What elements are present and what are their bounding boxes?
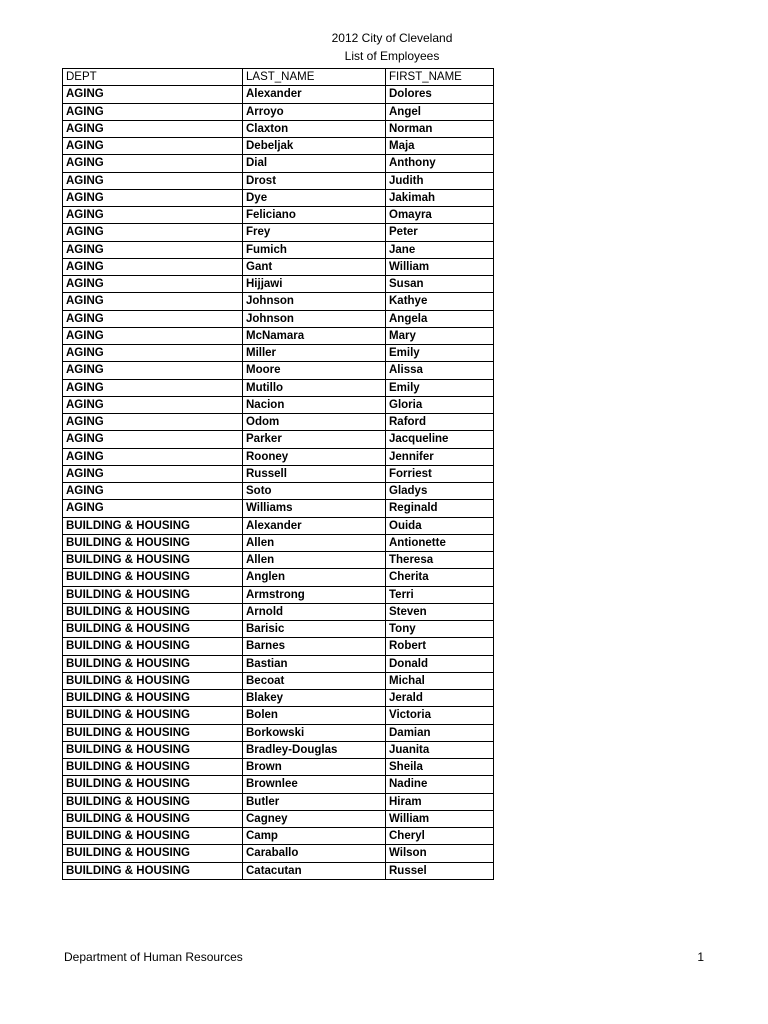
- cell-last-name: Anglen: [243, 569, 386, 586]
- cell-first-name: William: [386, 810, 494, 827]
- table-row: [63, 172, 494, 189]
- cell-dept: BUILDING & HOUSING: [63, 672, 243, 689]
- cell-first-name: Victoria: [386, 707, 494, 724]
- table-row: [63, 86, 494, 103]
- table-row: [63, 189, 494, 206]
- footer-department: Department of Human Resources: [64, 950, 243, 964]
- cell-first-name: Michal: [386, 672, 494, 689]
- cell-first-name: Terri: [386, 586, 494, 603]
- cell-dept: AGING: [63, 327, 243, 344]
- cell-dept: BUILDING & HOUSING: [63, 828, 243, 845]
- table-row: [63, 638, 494, 655]
- cell-first-name: Jerald: [386, 690, 494, 707]
- cell-last-name: Bastian: [243, 655, 386, 672]
- cell-dept: AGING: [63, 103, 243, 120]
- cell-last-name: Allen: [243, 534, 386, 551]
- cell-last-name: Allen: [243, 552, 386, 569]
- table-row: [63, 414, 494, 431]
- cell-last-name: Borkowski: [243, 724, 386, 741]
- table-row: [63, 396, 494, 413]
- cell-first-name: Cherita: [386, 569, 494, 586]
- cell-first-name: Emily: [386, 345, 494, 362]
- cell-last-name: Gant: [243, 258, 386, 275]
- cell-dept: BUILDING & HOUSING: [63, 810, 243, 827]
- cell-last-name: Barnes: [243, 638, 386, 655]
- cell-last-name: Barisic: [243, 621, 386, 638]
- table-row: [63, 828, 494, 845]
- cell-dept: BUILDING & HOUSING: [63, 862, 243, 879]
- cell-last-name: Arnold: [243, 603, 386, 620]
- cell-first-name: Sheila: [386, 759, 494, 776]
- cell-first-name: Forriest: [386, 465, 494, 482]
- cell-dept: AGING: [63, 362, 243, 379]
- table-row: [63, 207, 494, 224]
- cell-last-name: Hijjawi: [243, 276, 386, 293]
- cell-first-name: Gloria: [386, 396, 494, 413]
- page-number: 1: [697, 950, 704, 964]
- table-row: [63, 845, 494, 862]
- table-header-row: [63, 69, 494, 86]
- cell-last-name: Claxton: [243, 120, 386, 137]
- table-row: [63, 120, 494, 137]
- table-row: [63, 345, 494, 362]
- cell-first-name: Susan: [386, 276, 494, 293]
- table-row: [63, 379, 494, 396]
- employee-table: [62, 68, 494, 880]
- cell-last-name: Williams: [243, 500, 386, 517]
- cell-last-name: Armstrong: [243, 586, 386, 603]
- cell-last-name: Alexander: [243, 517, 386, 534]
- cell-dept: BUILDING & HOUSING: [63, 776, 243, 793]
- cell-dept: AGING: [63, 448, 243, 465]
- cell-first-name: Peter: [386, 224, 494, 241]
- cell-first-name: Hiram: [386, 793, 494, 810]
- cell-first-name: Omayra: [386, 207, 494, 224]
- table-row: [63, 552, 494, 569]
- cell-last-name: Parker: [243, 431, 386, 448]
- cell-last-name: Feliciano: [243, 207, 386, 224]
- cell-dept: BUILDING & HOUSING: [63, 793, 243, 810]
- cell-dept: AGING: [63, 414, 243, 431]
- cell-dept: AGING: [63, 276, 243, 293]
- cell-dept: BUILDING & HOUSING: [63, 724, 243, 741]
- table-row: [63, 569, 494, 586]
- table-row: [63, 483, 494, 500]
- cell-dept: BUILDING & HOUSING: [63, 552, 243, 569]
- cell-first-name: Theresa: [386, 552, 494, 569]
- cell-dept: BUILDING & HOUSING: [63, 845, 243, 862]
- cell-first-name: Angel: [386, 103, 494, 120]
- table-row: [63, 534, 494, 551]
- table-row: [63, 586, 494, 603]
- cell-last-name: Fumich: [243, 241, 386, 258]
- cell-last-name: Drost: [243, 172, 386, 189]
- cell-first-name: Antionette: [386, 534, 494, 551]
- cell-first-name: Maja: [386, 138, 494, 155]
- table-row: [63, 362, 494, 379]
- cell-last-name: Johnson: [243, 310, 386, 327]
- table-row: [63, 776, 494, 793]
- cell-dept: AGING: [63, 465, 243, 482]
- cell-dept: AGING: [63, 500, 243, 517]
- cell-first-name: Steven: [386, 603, 494, 620]
- cell-first-name: Russel: [386, 862, 494, 879]
- table-row: [63, 224, 494, 241]
- cell-last-name: McNamara: [243, 327, 386, 344]
- cell-dept: AGING: [63, 345, 243, 362]
- cell-last-name: Dial: [243, 155, 386, 172]
- table-row: [63, 810, 494, 827]
- cell-dept: AGING: [63, 396, 243, 413]
- document-subtitle: List of Employees: [344, 49, 440, 63]
- cell-last-name: Dye: [243, 189, 386, 206]
- cell-dept: BUILDING & HOUSING: [63, 517, 243, 534]
- cell-first-name: Ouida: [386, 517, 494, 534]
- table-row: [63, 258, 494, 275]
- table-row: [63, 672, 494, 689]
- cell-last-name: Brown: [243, 759, 386, 776]
- table-row: [63, 155, 494, 172]
- cell-first-name: Tony: [386, 621, 494, 638]
- cell-last-name: Johnson: [243, 293, 386, 310]
- table-row: [63, 517, 494, 534]
- table-row: [63, 621, 494, 638]
- cell-first-name: Anthony: [386, 155, 494, 172]
- cell-last-name: Mutillo: [243, 379, 386, 396]
- cell-last-name: Nacion: [243, 396, 386, 413]
- table-row: [63, 759, 494, 776]
- cell-last-name: Bolen: [243, 707, 386, 724]
- cell-first-name: Dolores: [386, 86, 494, 103]
- cell-dept: AGING: [63, 120, 243, 137]
- cell-dept: BUILDING & HOUSING: [63, 603, 243, 620]
- cell-last-name: Moore: [243, 362, 386, 379]
- cell-last-name: Odom: [243, 414, 386, 431]
- cell-dept: BUILDING & HOUSING: [63, 707, 243, 724]
- table-row: [63, 448, 494, 465]
- cell-first-name: Raford: [386, 414, 494, 431]
- cell-dept: AGING: [63, 86, 243, 103]
- cell-first-name: Alissa: [386, 362, 494, 379]
- cell-first-name: Angela: [386, 310, 494, 327]
- employee-table-body: [63, 86, 494, 880]
- cell-first-name: Damian: [386, 724, 494, 741]
- table-row: [63, 707, 494, 724]
- cell-dept: AGING: [63, 293, 243, 310]
- table-row: [63, 310, 494, 327]
- table-row: [63, 690, 494, 707]
- cell-first-name: Wilson: [386, 845, 494, 862]
- cell-first-name: Jennifer: [386, 448, 494, 465]
- table-row: [63, 241, 494, 258]
- document-title: 2012 City of Cleveland: [331, 31, 453, 45]
- cell-first-name: Mary: [386, 327, 494, 344]
- cell-dept: AGING: [63, 258, 243, 275]
- cell-dept: AGING: [63, 483, 243, 500]
- cell-first-name: Nadine: [386, 776, 494, 793]
- table-row: [63, 741, 494, 758]
- cell-dept: BUILDING & HOUSING: [63, 655, 243, 672]
- cell-dept: BUILDING & HOUSING: [63, 569, 243, 586]
- cell-dept: BUILDING & HOUSING: [63, 638, 243, 655]
- cell-first-name: William: [386, 258, 494, 275]
- cell-dept: AGING: [63, 310, 243, 327]
- cell-dept: AGING: [63, 138, 243, 155]
- table-row: [63, 138, 494, 155]
- table-row: [63, 724, 494, 741]
- table-row: [63, 500, 494, 517]
- table-row: [63, 655, 494, 672]
- cell-first-name: Kathye: [386, 293, 494, 310]
- cell-first-name: Gladys: [386, 483, 494, 500]
- cell-first-name: Jane: [386, 241, 494, 258]
- cell-first-name: Norman: [386, 120, 494, 137]
- cell-first-name: Reginald: [386, 500, 494, 517]
- cell-first-name: Juanita: [386, 741, 494, 758]
- cell-last-name: Bradley-Douglas: [243, 741, 386, 758]
- cell-dept: BUILDING & HOUSING: [63, 690, 243, 707]
- table-row: [63, 793, 494, 810]
- cell-first-name: Emily: [386, 379, 494, 396]
- table-row: [63, 465, 494, 482]
- cell-dept: AGING: [63, 431, 243, 448]
- cell-first-name: Donald: [386, 655, 494, 672]
- column-header-last-name: LAST_NAME: [243, 69, 386, 86]
- cell-dept: AGING: [63, 207, 243, 224]
- cell-last-name: Arroyo: [243, 103, 386, 120]
- table-row: [63, 103, 494, 120]
- cell-dept: BUILDING & HOUSING: [63, 586, 243, 603]
- cell-last-name: Miller: [243, 345, 386, 362]
- cell-last-name: Soto: [243, 483, 386, 500]
- cell-last-name: Debeljak: [243, 138, 386, 155]
- cell-last-name: Caraballo: [243, 845, 386, 862]
- table-row: [63, 431, 494, 448]
- table-row: [63, 276, 494, 293]
- cell-dept: BUILDING & HOUSING: [63, 621, 243, 638]
- cell-last-name: Brownlee: [243, 776, 386, 793]
- cell-first-name: Cheryl: [386, 828, 494, 845]
- cell-dept: AGING: [63, 155, 243, 172]
- cell-last-name: Rooney: [243, 448, 386, 465]
- cell-dept: BUILDING & HOUSING: [63, 759, 243, 776]
- cell-last-name: Catacutan: [243, 862, 386, 879]
- cell-last-name: Becoat: [243, 672, 386, 689]
- cell-last-name: Butler: [243, 793, 386, 810]
- table-row: [63, 327, 494, 344]
- cell-last-name: Cagney: [243, 810, 386, 827]
- table-row: [63, 862, 494, 879]
- cell-last-name: Blakey: [243, 690, 386, 707]
- cell-dept: BUILDING & HOUSING: [63, 534, 243, 551]
- cell-first-name: Jakimah: [386, 189, 494, 206]
- cell-dept: AGING: [63, 241, 243, 258]
- column-header-dept: DEPT: [63, 69, 243, 86]
- cell-last-name: Alexander: [243, 86, 386, 103]
- column-header-first-name: FIRST_NAME: [386, 69, 494, 86]
- cell-dept: BUILDING & HOUSING: [63, 741, 243, 758]
- table-row: [63, 293, 494, 310]
- cell-first-name: Judith: [386, 172, 494, 189]
- cell-dept: AGING: [63, 379, 243, 396]
- cell-last-name: Camp: [243, 828, 386, 845]
- cell-first-name: Robert: [386, 638, 494, 655]
- cell-last-name: Russell: [243, 465, 386, 482]
- cell-first-name: Jacqueline: [386, 431, 494, 448]
- cell-dept: AGING: [63, 172, 243, 189]
- table-row: [63, 603, 494, 620]
- cell-last-name: Frey: [243, 224, 386, 241]
- cell-dept: AGING: [63, 189, 243, 206]
- cell-dept: AGING: [63, 224, 243, 241]
